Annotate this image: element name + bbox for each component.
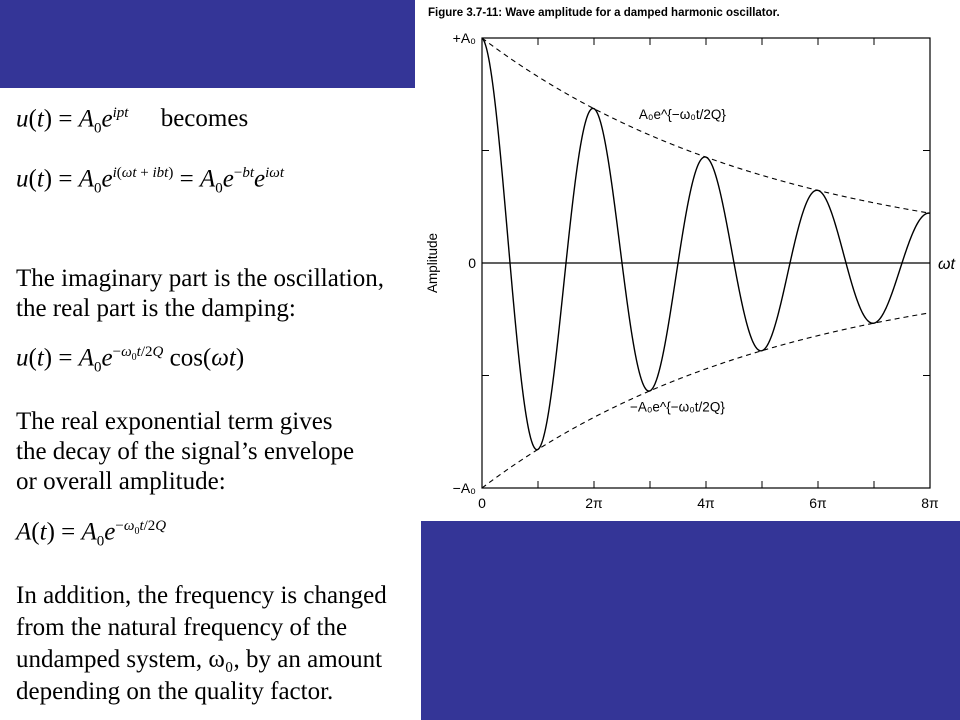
paragraph-3-line-4: depending on the quality factor. — [16, 678, 334, 705]
equation-2: $u(t) = A_0e^{i(\omega t + ibt)} = A_0e^{-bt}e^{i\omega t}$ — [16, 165, 285, 197]
envelope-upper-label: A₀e^{−ω₀t/2Q} — [638, 107, 726, 122]
paragraph-3-line-2: from the natural frequency of the — [16, 614, 348, 641]
x-tick-label: 8π — [921, 495, 939, 511]
envelope-lower-label: −A₀e^{−ω₀t/2Q} — [629, 399, 725, 415]
y-tick-label: +A₀ — [452, 30, 476, 46]
y-axis-label: Amplitude — [425, 232, 440, 294]
x-tick-label: 6π — [809, 495, 827, 511]
paragraph-2-line-2: the decay of the signal’s envelope — [16, 438, 355, 465]
x-tick-label: 0 — [478, 495, 486, 511]
equation-3: $u(t) = A_0e^{-\omega_0t/2Q}$ cos(ωt) — [16, 344, 245, 376]
x-tick-label: 4π — [697, 495, 715, 511]
becomes-label: becomes — [160, 105, 249, 133]
figure-caption: Figure 3.7-11: Wave amplitude for a damped harmonic oscillator. — [428, 7, 780, 19]
paragraph-2-line-3: or overall amplitude: — [16, 468, 226, 495]
paragraph-2-line-1: The real exponential term gives — [16, 408, 333, 435]
paragraph-1-line-1: The imaginary part is the oscillation, — [16, 265, 384, 292]
x-tick-label: 2π — [585, 495, 603, 511]
paragraph-3-line-1: In addition, the frequency is changed — [16, 582, 387, 609]
paragraph-3-line-3: undamped system, ω₀, by an amount — [16, 646, 383, 673]
damped-wave-line — [482, 38, 930, 450]
equation-1: $u(t) = A_0e^{ipt}$ becomes — [16, 105, 249, 137]
x-axis-label: ωt — [938, 256, 955, 273]
equation-4: $A(t) = A_0e^{-\omega_0t/2Q}$ — [16, 518, 167, 550]
envelope-upper — [482, 38, 930, 213]
y-tick-label: 0 — [468, 255, 476, 271]
paragraph-1-line-2: the real part is the damping: — [16, 295, 296, 322]
y-tick-label: −A₀ — [452, 480, 476, 496]
